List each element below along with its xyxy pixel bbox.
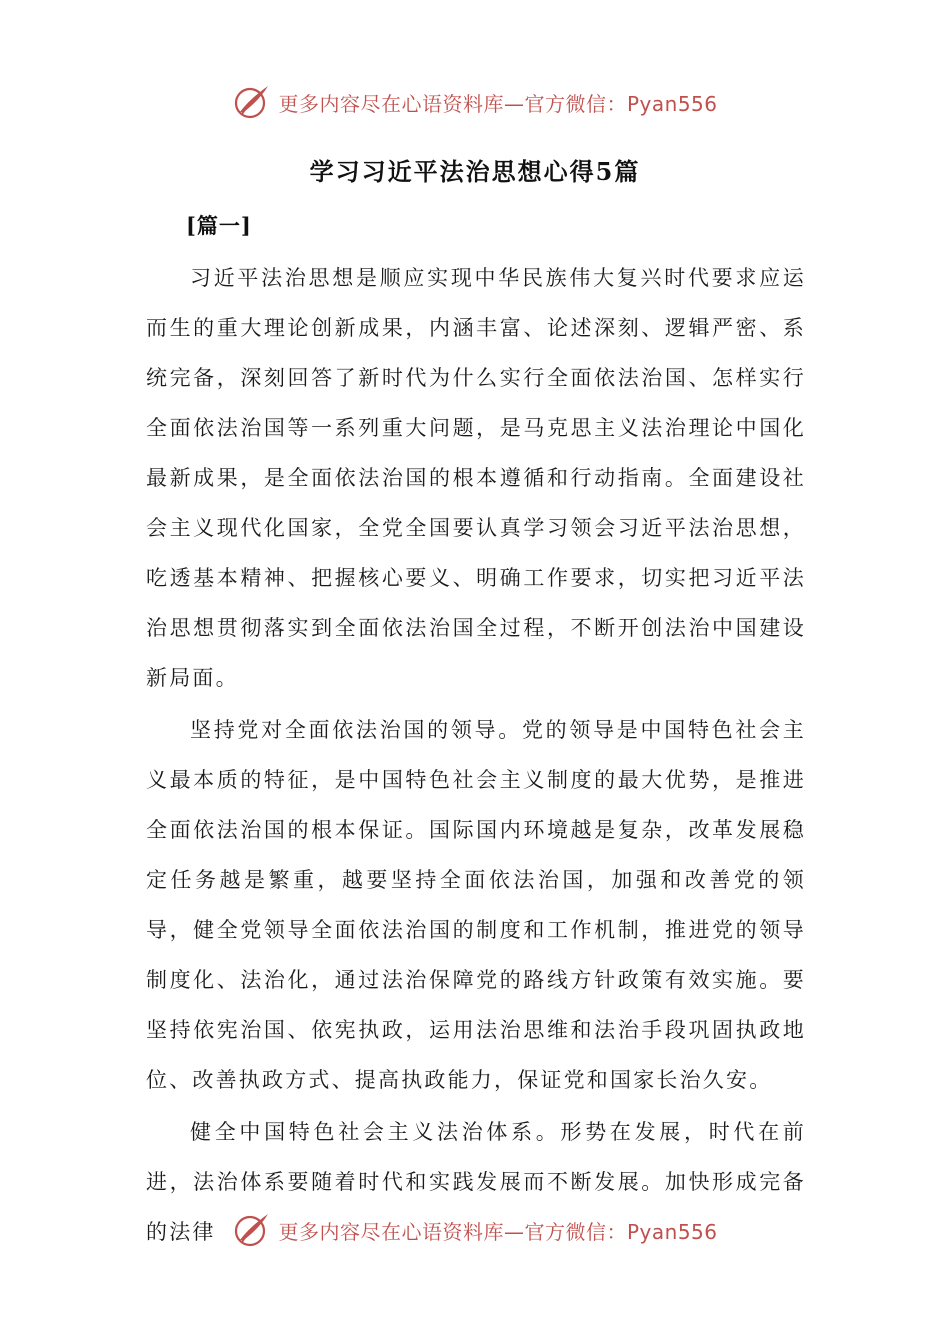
watermark-text: 更多内容尽在心语资料库—官方微信：Pyan556 <box>278 91 718 116</box>
paragraph: 习近平法治思想是顺应实现中华民族伟大复兴时代要求应运而生的重大理论创新成果，内涵丰富、论述深刻、逻辑严密、系统完备，深刻回答了新时代为什么实行全面依法治国、怎样实行全面依法治国等一系列重大问题，是马克思主义法治理论中国化最新成果，是全面依法治国的根本遵循和行动指南。全面建设社会主义现代化国家，全党全国要认真学习领会习近平法治思想，吃透基本精神、把握核心要义、明确工作要求，切实把习近平法治思想贯彻落实到全面依法治国全过程，不断开创法治中国建设新局面。 <box>146 266 806 690</box>
header-watermark <box>0 80 950 124</box>
paragraph: 健全中国特色社会主义法治体系。形势在发展，时代在前进，法治体系要随着时代和实践发展而不断发展。加快形成完备的法律 <box>146 1120 806 1244</box>
document-title: 学习习近平法治思想心得5篇 <box>309 157 641 186</box>
footer-watermark <box>0 1208 950 1252</box>
wechat-id: Pyan556 <box>626 91 718 116</box>
document-body <box>146 253 806 1259</box>
wechat-id: Pyan556 <box>626 1219 718 1244</box>
section-heading: [篇一] <box>186 213 252 238</box>
paragraph: 坚持党对全面依法治国的领导。党的领导是中国特色社会主义最本质的特征，是中国特色社会主义制度的最大优势，是推进全面依法治国的根本保证。国际国内环境越是复杂，改革发展稳定任务越是繁重，越要坚持全面依法治国，加强和改善党的领导，健全党领导全面依法治国的制度和工作机制，推进党的领导制度化、法治化，通过法治保障党的路线方针政策有效实施。要坚持依宪治国、依宪执政，运用法治思维和法治手段巩固执政地位、改善执政方式、提高执政能力，保证党和国家长治久安。 <box>146 718 806 1092</box>
quill-pen-circle-icon <box>232 1210 272 1250</box>
quill-pen-circle-icon <box>232 82 272 122</box>
watermark-text: 更多内容尽在心语资料库—官方微信：Pyan556 <box>278 1219 718 1244</box>
